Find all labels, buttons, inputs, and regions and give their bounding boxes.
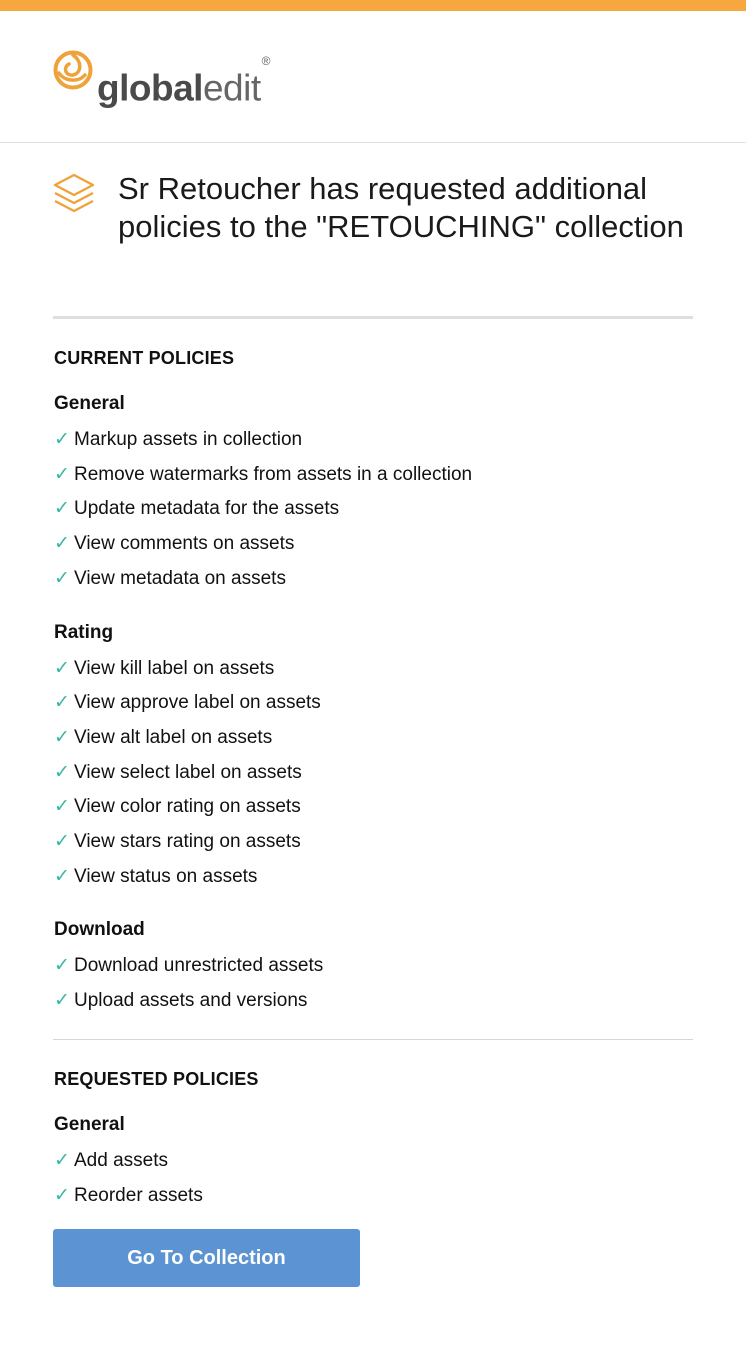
policy-item [54, 567, 286, 591]
policy-item [54, 989, 307, 1013]
check-icon: ✓ [54, 692, 70, 714]
layers-icon [52, 172, 96, 216]
globaledit-logo-icon [52, 49, 94, 91]
check-icon: ✓ [54, 1150, 70, 1171]
policy-item [54, 463, 472, 487]
policy-item [54, 795, 301, 819]
email-header [0, 11, 746, 143]
logo-registered-mark: ® [261, 54, 270, 68]
check-icon: ✓ [54, 796, 70, 818]
check-icon: ✓ [54, 761, 70, 783]
policy-item-label: View comments on assets [74, 533, 295, 555]
check-icon: ✓ [54, 726, 70, 748]
current-policies-heading: CURRENT POLICIES [54, 348, 235, 368]
requested-policies-heading: REQUESTED POLICIES [54, 1069, 259, 1089]
policy-item-label: Update metadata for the assets [74, 498, 340, 520]
policy-item [54, 428, 302, 452]
policy-item-label: View stars rating on assets [74, 831, 301, 852]
check-icon: ✓ [54, 429, 70, 450]
policy-item-label: View approve label on assets [74, 692, 321, 714]
policy-group-heading: Download [54, 919, 145, 941]
title-divider [53, 316, 693, 319]
policy-item [54, 532, 294, 556]
policy-item-label: View color rating on assets [74, 796, 301, 818]
policy-group-heading: Rating [54, 621, 114, 643]
section-divider [53, 1039, 693, 1040]
check-icon: ✓ [54, 498, 70, 520]
check-icon: ✓ [54, 831, 70, 852]
logo-text-edit: edit [202, 67, 261, 109]
policy-item [54, 865, 257, 889]
top-accent-bar [0, 0, 746, 11]
policy-group-heading: General [54, 1114, 125, 1135]
policy-item [54, 657, 274, 681]
check-icon: ✓ [54, 463, 70, 485]
policy-item-label: View select label on assets [74, 761, 302, 783]
policy-item-label: Add assets [74, 1150, 168, 1171]
check-icon: ✓ [54, 865, 70, 887]
policy-item-label: View status on assets [74, 865, 258, 887]
policy-item [54, 830, 301, 854]
policy-item-label: View alt label on assets [74, 726, 273, 748]
check-icon: ✓ [54, 990, 70, 1012]
policy-item [54, 691, 321, 715]
policy-item [54, 497, 339, 521]
policy-item [54, 1149, 168, 1173]
policy-item-label: Download unrestricted assets [74, 955, 324, 977]
policy-item-label: Remove watermarks from assets in a collection [74, 463, 473, 485]
policy-item-label: Markup assets in collection [74, 429, 303, 450]
policy-item [54, 761, 302, 785]
policy-item-label: View metadata on assets [74, 567, 286, 589]
policy-item [54, 726, 272, 750]
check-icon: ✓ [54, 1184, 70, 1206]
policy-item [54, 1184, 203, 1208]
check-icon: ✓ [54, 533, 70, 555]
policy-item [54, 954, 323, 978]
check-icon: ✓ [54, 657, 70, 679]
policy-item-label: View kill label on assets [74, 657, 275, 679]
check-icon: ✓ [54, 955, 70, 977]
policy-group-heading: General [54, 393, 125, 414]
logo-wordmark [97, 54, 270, 109]
policy-item-label: Upload assets and versions [74, 990, 308, 1012]
logo-text-global: global [97, 67, 203, 109]
go-to-collection-button[interactable]: Go To Collection [53, 1229, 360, 1287]
check-icon: ✓ [54, 567, 70, 589]
policy-item-label: Reorder assets [74, 1184, 203, 1206]
notification-title: Sr Retoucher has requested additional policies to the "RETOUCHING" collection [118, 171, 684, 244]
